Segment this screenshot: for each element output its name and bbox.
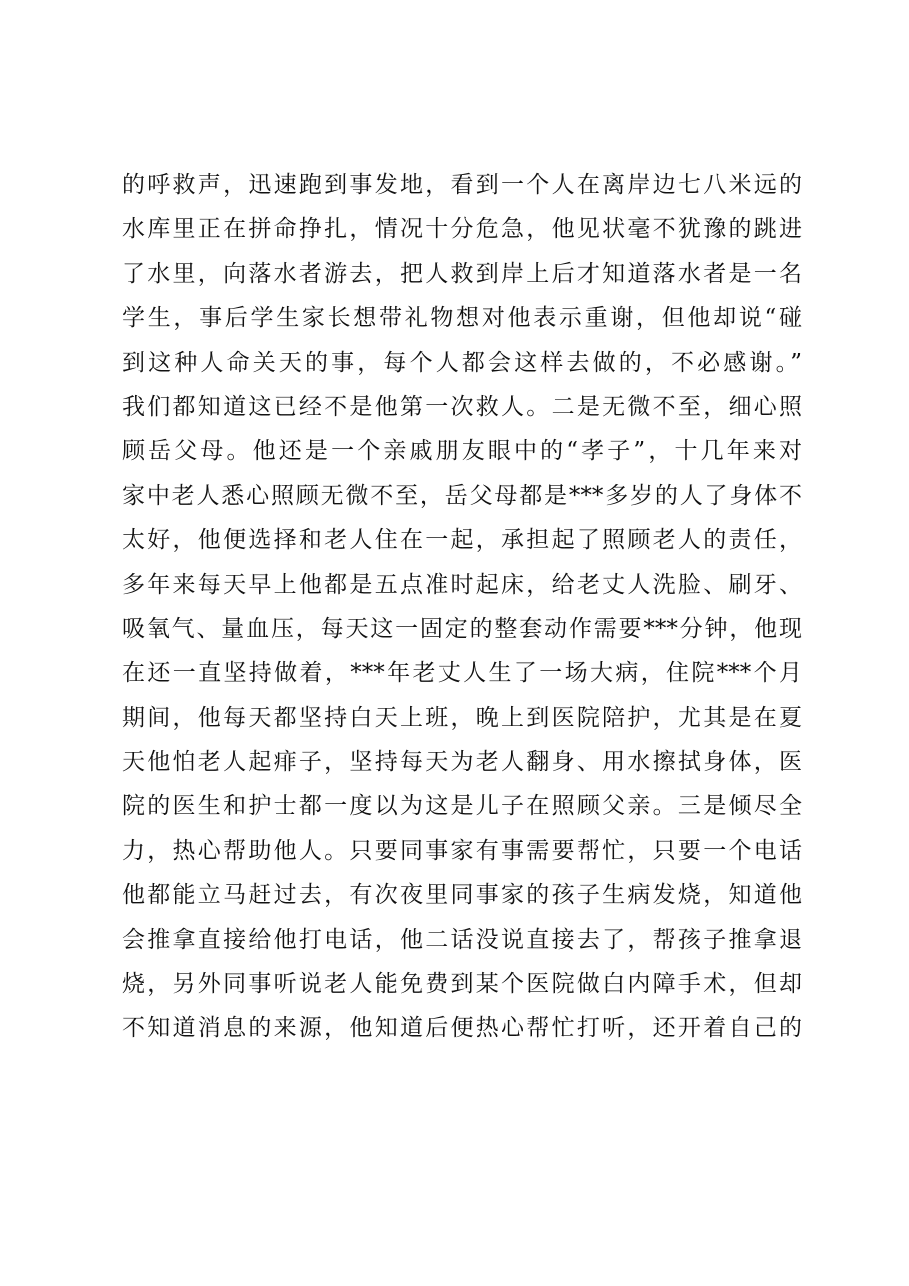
text-line-16: 力，热心帮助他人。只要同事家有事需要帮忙，只要一个电话 (122, 837, 802, 864)
text-line-10: 多年来每天早上他都是五点准时起床，给老丈人洗脸、刷牙、 (122, 571, 802, 598)
text-line-19: 烧，另外同事听说老人能免费到某个医院做白内障手术，但却 (122, 971, 802, 998)
text-line-1: 的呼救声，迅速跑到事发地，看到一个人在离岸边七八米远的 (122, 172, 802, 198)
text-line-9: 太好，他便选择和老人住在一起，承担起了照顾老人的责任， (122, 527, 802, 554)
text-line-13: 期间，他每天都坚持白天上班，晚上到医院陪护，尤其是在夏 (122, 704, 802, 731)
text-line-8: 家中老人悉心照顾无微不至，岳父母都是***多岁的人了身体不 (122, 482, 802, 509)
text-line-14: 天他怕老人起痱子，坚持每天为老人翻身、用水擦拭身体，医 (122, 749, 802, 776)
text-line-15: 院的医生和护士都一度以为这是儿子在照顾父亲。三是倾尽全 (122, 793, 802, 820)
text-line-6: 我们都知道这已经不是他第一次救人。二是无微不至，细心照 (122, 393, 802, 420)
text-line-7: 顾岳父母。他还是一个亲戚朋友眼中的“孝子”，十几年来对 (122, 438, 802, 465)
document-body-text (122, 163, 802, 1051)
text-line-5: 到这种人命关天的事，每个人都会这样去做的，不必感谢。” (122, 349, 802, 376)
text-line-4: 学生，事后学生家长想带礼物想对他表示重谢，但他却说“碰 (122, 305, 802, 332)
text-line-2: 水库里正在拼命挣扎，情况十分危急，他见状毫不犹豫的跳进 (122, 216, 802, 243)
text-line-3: 了水里，向落水者游去，把人救到岸上后才知道落水者是一名 (122, 260, 802, 287)
text-line-18: 会推拿直接给他打电话，他二话没说直接去了，帮孩子推拿退 (122, 926, 802, 953)
text-line-20: 不知道消息的来源，他知道后便热心帮忙打听，还开着自己的 (122, 1015, 802, 1042)
text-line-17: 他都能立马赶过去，有次夜里同事家的孩子生病发烧，知道他 (122, 882, 802, 909)
text-line-12: 在还一直坚持做着，***年老丈人生了一场大病，住院***个月 (122, 660, 802, 687)
text-line-11: 吸氧气、量血压，每天这一固定的整套动作需要***分钟，他现 (122, 615, 802, 642)
